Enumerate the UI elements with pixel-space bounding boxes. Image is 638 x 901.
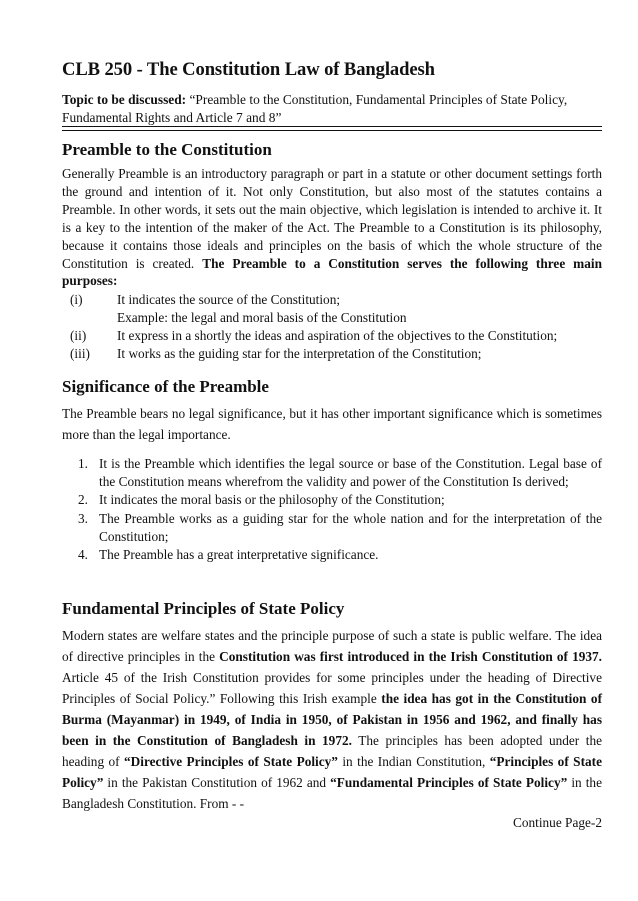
header-rule-thick <box>62 126 602 127</box>
fp-bold-2: the idea has got in the Constitution of Burma (Mayanmar) in 1949, of India in 1950, of Pakistan in 1956 and 1962, and finally has been in the Constitution of Bangladesh in 1972. <box>62 691 602 748</box>
fp-bold-4: “Principles of State Policy” <box>62 754 602 790</box>
preamble-text: Generally Preamble is an introductory paragraph or part in a statute or other document settings forth the ground and intention of it. Not only Constitution, but also most of the statutes contains a Preamble. In other words, it sets out the main objective, which legislation is intended to archive it. It is a key to the intention of the maker of the Act. The Preamble to a Constitution is its philosophy, because it contains those ideals and principles on the basis of which the whole structure of the Constitution is created. <box>62 166 602 271</box>
header-rule-thin <box>62 130 602 131</box>
fundamental-principles-heading: Fundamental Principles of State Policy <box>62 599 345 618</box>
purposes-list <box>62 291 602 363</box>
significance-item <box>62 510 602 546</box>
fundamental-principles-paragraph <box>62 625 602 814</box>
document-page <box>62 0 602 901</box>
fp-bold-3: “Directive Principles of State Policy” <box>124 754 338 769</box>
preamble-text-bold: The Preamble to a Constitution serves the following three main purposes: <box>62 255 602 289</box>
significance-list <box>62 455 602 565</box>
purpose-text: It express in a shortly the ideas and aspiration of the objectives to the Constitution; <box>117 327 558 343</box>
significance-paragraph: The Preamble bears no legal significance, but it has other important significance which is sometimes more than the legal importance. <box>62 406 602 442</box>
significance-text: The Preamble has a great interpretative significance. <box>99 547 379 563</box>
fp-text-4: in the Indian Constitution, <box>337 754 490 769</box>
significance-number: 3. <box>78 510 88 526</box>
purpose-number: (i) <box>70 292 83 307</box>
document-title: CLB 250 - The Constitution Law of Bangladesh <box>62 59 435 80</box>
purpose-example: Example: the legal and moral basis of the Constitution <box>117 309 407 325</box>
purpose-text: It indicates the source of the Constitution; <box>117 292 341 307</box>
fp-text-6: in the Bangladesh Constitution. From - - <box>62 775 602 811</box>
significance-number: 4. <box>78 547 88 563</box>
fp-text-2: Article 45 of the Irish Constitution provides for some principles under the heading of Directive Principles of Social Policy.” Following this Irish example <box>62 670 602 706</box>
significance-item <box>62 546 602 564</box>
preamble-heading: Preamble to the Constitution <box>62 140 272 159</box>
fp-text-5: in the Pakistan Constitution of 1962 and <box>103 775 331 790</box>
fp-text-1: Modern states are welfare states and the principle purpose of such a state is public welfare. The idea of directive principles in the <box>62 628 602 664</box>
fp-bold-1: Constitution was first introduced in the Irish Constitution of 1937. <box>219 649 602 664</box>
significance-number: 1. <box>78 456 88 471</box>
topic-label: Topic to be discussed: <box>62 92 187 107</box>
purpose-item <box>62 327 602 345</box>
purpose-number: (ii) <box>70 327 87 343</box>
continue-page-note: Continue Page-2 <box>512 815 602 830</box>
significance-text: It is the Preamble which identifies the legal source or base of the Constitution. Legal base of the Constitution means wherefrom the validity and power of the Constitution Is derived; <box>99 456 602 489</box>
preamble-paragraph <box>62 165 602 290</box>
purpose-item <box>62 291 602 327</box>
fp-bold-5: “Fundamental Principles of State Policy” <box>330 775 568 790</box>
significance-item <box>62 491 602 509</box>
purpose-text: It works as the guiding star for the interpretation of the Constitution; <box>117 345 482 361</box>
significance-text: It indicates the moral basis or the philosophy of the Constitution; <box>99 492 445 508</box>
purpose-number: (iii) <box>70 345 90 361</box>
significance-number: 2. <box>78 492 88 508</box>
significance-heading: Significance of the Preamble <box>62 377 269 396</box>
fp-text-3: The principles has been adopted under the heading of <box>62 733 603 769</box>
topic-text: “Preamble to the Constitution, Fundamental Principles of State Policy, Fundamental Rights and Article 7 and 8” <box>62 92 568 125</box>
topic-line <box>62 91 602 127</box>
purpose-item <box>62 345 602 363</box>
significance-item <box>62 455 602 491</box>
significance-text: The Preamble works as a guiding star for the whole nation and for the interpretation of the Constitution; <box>99 510 602 544</box>
